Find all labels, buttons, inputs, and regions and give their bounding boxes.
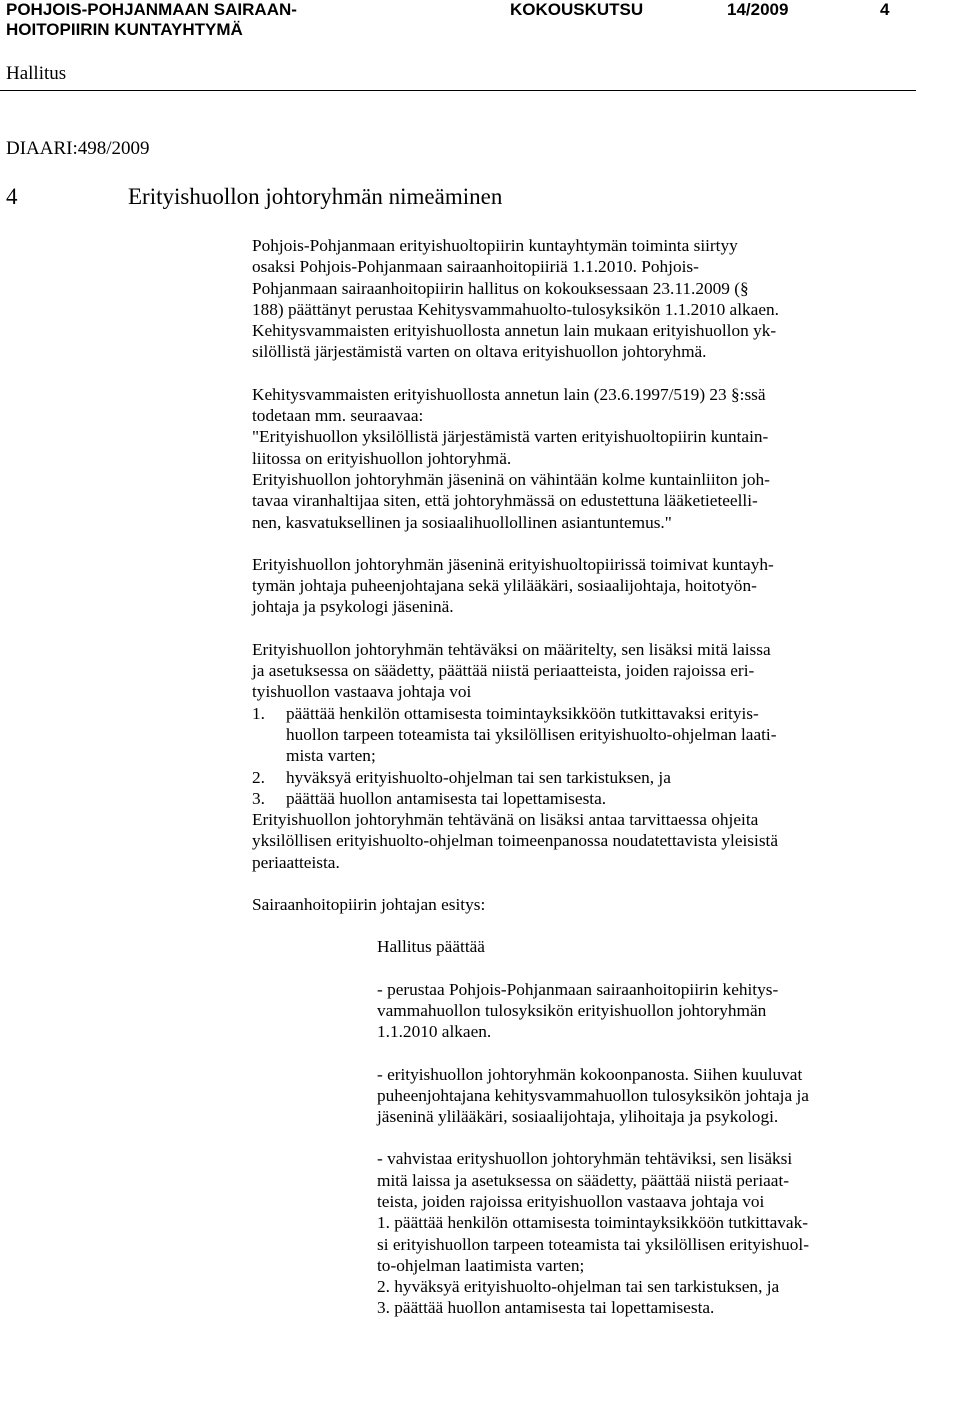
decision-item bbox=[377, 1148, 960, 1318]
list-item-number: 1. bbox=[252, 703, 265, 723]
text-line: liitossa on erityishuollon johtoryhmä. bbox=[252, 448, 512, 468]
text-line: Erityishuollon johtoryhmän jäseninä erityishuoltopiirissä toimivat kuntayh- bbox=[252, 554, 774, 574]
meeting-number: 14/2009 bbox=[727, 0, 789, 19]
organization-name-line1: POHJOIS-POHJANMAAN SAIRAAN- bbox=[6, 0, 297, 19]
decision-item bbox=[377, 1064, 960, 1128]
organization-name-line2: HOITOPIIRIN KUNTAYHTYMÄ bbox=[6, 20, 243, 39]
text-line: nen, kasvatuksellinen ja sosiaalihuollollinen asiantuntemus." bbox=[252, 512, 672, 532]
text-line: Kehitysvammaisten erityishuollosta annetun lain (23.6.1997/519) 23 §:ssä bbox=[252, 384, 766, 404]
body-name-bar bbox=[0, 40, 916, 91]
body-name: Hallitus bbox=[6, 63, 67, 84]
text-line: vammahuollon tulosyksikön erityishuollon johtoryhmän bbox=[377, 1000, 767, 1020]
page-header bbox=[0, 0, 960, 44]
decision-item bbox=[377, 979, 960, 1043]
text-line: Kehitysvammaisten erityishuollosta annetun lain mukaan erityishuollon yk- bbox=[252, 321, 777, 341]
paragraph-members bbox=[252, 554, 960, 618]
list-item bbox=[252, 767, 960, 788]
list-item-number: 2. bbox=[252, 767, 265, 787]
paragraph-background bbox=[252, 235, 960, 363]
proposal-heading: Sairaanhoitopiirin johtajan esitys: bbox=[252, 895, 486, 915]
text-line: 1. päättää henkilön ottamisesta toimintayksikköön tutkittavak- bbox=[377, 1213, 808, 1233]
text-line: 1.1.2010 alkaen. bbox=[377, 1022, 492, 1042]
text-line: Erityishuollon johtoryhmän jäseninä on vähintään kolme kuntainliiton joh- bbox=[252, 469, 770, 489]
text-line: osaksi Pohjois-Pohjanmaan sairaanhoitopiiriä 1.1.2010. Pohjois- bbox=[252, 257, 699, 277]
text-line: mista varten; bbox=[286, 746, 376, 766]
text-line: si erityishuollon tarpeen toteamista tai yksilöllisen erityishuol- bbox=[377, 1234, 809, 1254]
text-line: 3. päättää huollon antamisesta tai lopettamisesta. bbox=[377, 1298, 715, 1318]
text-line: tymän johtaja puheenjohtajana sekä ylilääkäri, sosiaalijohtaja, hoitotyön- bbox=[252, 576, 757, 596]
paragraph-law-citation bbox=[252, 384, 960, 533]
decision-block bbox=[377, 936, 960, 1318]
text-line: jäseninä ylilääkäri, sosiaalijohtaja, ylihoitaja ja psykologi. bbox=[377, 1107, 779, 1127]
text-line: tavaa viranhaltijaa siten, että johtoryhmässä on edustettuna lääketieteelli- bbox=[252, 491, 758, 511]
page-number: 4 bbox=[880, 0, 890, 19]
list-item bbox=[252, 788, 960, 809]
text-line: silöllistä järjestämistä varten on oltava erityishuollon johtoryhmä. bbox=[252, 342, 707, 362]
list-item bbox=[252, 703, 960, 767]
text-line: "Erityishuollon yksilöllistä järjestämistä varten erityishuoltopiirin kuntain- bbox=[252, 427, 769, 447]
text-line: mitä laissa ja asetuksessa on säädetty, päättää niistä periaat- bbox=[377, 1170, 790, 1190]
text-line: päättää huollon antamisesta tai lopettamisesta. bbox=[286, 788, 607, 808]
paragraph-duties-additional bbox=[252, 809, 960, 873]
text-line: Erityishuollon johtoryhmän tehtävänä on lisäksi antaa tarvittaessa ohjeita bbox=[252, 810, 759, 830]
text-line: ja asetuksessa on säädetty, päättää niistä periaatteista, joiden rajoissa eri- bbox=[252, 661, 755, 681]
text-line: - perustaa Pohjois-Pohjanmaan sairaanhoitopiirin kehitys- bbox=[377, 979, 779, 999]
text-line: teista, joiden rajoissa erityishuollon vastaava johtaja voi bbox=[377, 1191, 765, 1211]
text-line: - vahvistaa erityshuollon johtoryhmän tehtäviksi, sen lisäksi bbox=[377, 1149, 793, 1169]
text-line: päättää henkilön ottamisesta toimintayksikköön tutkittavaksi erityis- bbox=[286, 703, 759, 723]
text-line: yksilöllisen erityishuolto-ohjelman toimeenpanossa noudatettavista yleisistä bbox=[252, 831, 779, 851]
text-line: puheenjohtajana kehitysvammahuollon tulosyksikön johtaja ja bbox=[377, 1085, 809, 1105]
text-line: tyishuollon vastaava johtaja voi bbox=[252, 682, 472, 702]
list-item-number: 3. bbox=[252, 788, 265, 808]
organization-name bbox=[6, 0, 297, 40]
duties-list bbox=[252, 703, 960, 809]
text-line: - erityishuollon johtoryhmän kokoonpanosta. Siihen kuuluvat bbox=[377, 1064, 803, 1084]
text-line: Pohjanmaan sairaanhoitopiirin hallitus on kokouksessaan 23.11.2009 (§ bbox=[252, 278, 749, 298]
paragraph-duties bbox=[252, 639, 960, 703]
document-type: KOKOUSKUTSU bbox=[510, 0, 644, 19]
text-line: Pohjois-Pohjanmaan erityishuoltopiirin kuntayhtymän toiminta siirtyy bbox=[252, 236, 738, 255]
text-line: 2. hyväksyä erityishuolto-ohjelman tai sen tarkistuksen, ja bbox=[377, 1277, 780, 1297]
text-line: huollon tarpeen toteamista tai yksilöllisen erityishuolto-ohjelman laati- bbox=[286, 724, 777, 744]
section-number: 4 bbox=[6, 184, 18, 209]
section-title: Erityishuollon johtoryhmän nimeäminen bbox=[128, 184, 503, 209]
diary-number: DIAARI:498/2009 bbox=[6, 138, 150, 159]
text-line: periaatteista. bbox=[252, 852, 340, 872]
text-line: todetaan mm. seuraavaa: bbox=[252, 406, 424, 426]
text-line: johtaja ja psykologi jäseninä. bbox=[252, 597, 454, 617]
text-line: 188) päättänyt perustaa Kehitysvammahuolto-tulosyksikön 1.1.2010 alkaen. bbox=[252, 299, 779, 319]
text-line: Erityishuollon johtoryhmän tehtäväksi on määritelty, sen lisäksi mitä laissa bbox=[252, 639, 771, 659]
decision-heading: Hallitus päättää bbox=[377, 937, 485, 957]
text-line: hyväksyä erityishuolto-ohjelman tai sen tarkistuksen, ja bbox=[286, 767, 671, 787]
text-line: to-ohjelman laatimista varten; bbox=[377, 1255, 585, 1275]
document-body bbox=[252, 235, 960, 1319]
